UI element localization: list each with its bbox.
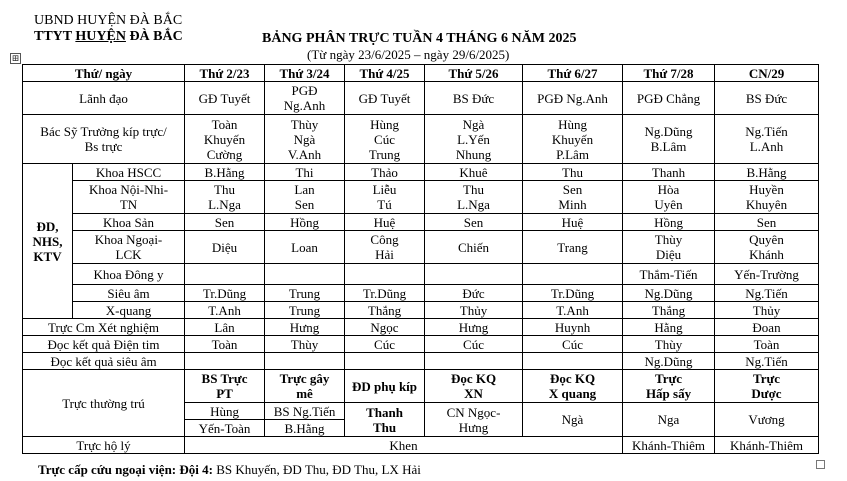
schedule-cell: Đức: [425, 285, 523, 302]
schedule-cell: Hưng: [425, 319, 523, 336]
day-header: CN/29: [715, 65, 819, 82]
schedule-cell: Hùng Cúc Trung: [345, 115, 425, 164]
schedule-cell: Hòa Uyên: [623, 181, 715, 214]
department-label: Khoa Nội-Nhi- TN: [73, 181, 185, 214]
row-label: Trực thường trú: [23, 370, 185, 437]
schedule-cell: T.Anh: [523, 302, 623, 319]
department-row: [23, 302, 819, 319]
schedule-cell: B.Hằng: [715, 164, 819, 181]
schedule-cell: Đoan: [715, 319, 819, 336]
schedule-cell: Trang: [523, 231, 623, 264]
schedule-cell: Cúc: [523, 336, 623, 353]
org-line-2: [34, 29, 183, 45]
schedule-cell: Ng.Dũng: [623, 353, 715, 370]
schedule-cell: Khuê: [425, 164, 523, 181]
day-header: Thứ 2/23: [185, 65, 265, 82]
schedule-cell: Cúc: [345, 336, 425, 353]
schedule-cell: Toàn Khuyến Cường: [185, 115, 265, 164]
row-label: Trực Cm Xét nghiệm: [23, 319, 185, 336]
schedule-cell: Thắng: [345, 302, 425, 319]
schedule-cell: Khánh-Thiêm: [715, 437, 819, 454]
duty-schedule-table: [22, 64, 819, 454]
schedule-cell: Chiến: [425, 231, 523, 264]
schedule-cell: T.Anh: [185, 302, 265, 319]
schedule-cell: Sen: [185, 214, 265, 231]
day-header: Thứ 4/25: [345, 65, 425, 82]
schedule-cell: Yến-Trường: [715, 264, 819, 285]
department-label: Siêu âm: [73, 285, 185, 302]
department-row: [23, 214, 819, 231]
emergency-team-label: Trực cấp cứu ngoại viện: Đội 4:: [38, 462, 213, 477]
page-title: BẢNG PHÂN TRỰC TUẦN 4 THÁNG 6 NĂM 2025: [262, 31, 577, 46]
schedule-cell: Hồng: [623, 214, 715, 231]
date-range-subtitle: (Từ ngày 23/6/2025 – ngày 29/6/2025): [307, 47, 510, 62]
role-header: Trực Dược: [715, 370, 819, 403]
role-header: Đọc KQ XN: [425, 370, 523, 403]
schedule-cell: Thu: [523, 164, 623, 181]
schedule-cell: [185, 264, 265, 285]
schedule-cell: B.Hằng: [185, 164, 265, 181]
schedule-cell: Hồng: [265, 214, 345, 231]
schedule-cell: Ng.Dũng B.Lâm: [623, 115, 715, 164]
schedule-cell: Thảo: [345, 164, 425, 181]
table-resize-handle-icon[interactable]: [816, 460, 825, 469]
schedule-cell: Ngọc: [345, 319, 425, 336]
row-label: Trực hộ lý: [23, 437, 185, 454]
schedule-cell: Toàn: [715, 336, 819, 353]
org-line-2-prefix: TTYT: [34, 29, 76, 44]
emergency-team-note: [38, 462, 421, 478]
schedule-cell: Tr.Dũng: [185, 285, 265, 302]
department-row: [23, 164, 819, 181]
schedule-cell: Ngà: [523, 403, 623, 437]
schedule-cell: Thùy Diệu: [623, 231, 715, 264]
col-header-label: Thứ/ ngày: [23, 65, 185, 82]
schedule-cell: [185, 353, 265, 370]
day-header: Thứ 3/24: [265, 65, 345, 82]
schedule-cell: Cúc: [425, 336, 523, 353]
schedule-cell: Hùng Khuyến P.Lâm: [523, 115, 623, 164]
schedule-cell: Sen: [715, 214, 819, 231]
schedule-cell: Ngà L.Yến Nhung: [425, 115, 523, 164]
department-label: Khoa Sản: [73, 214, 185, 231]
schedule-cell: PGĐ Chẳng: [623, 82, 715, 115]
department-row: [23, 285, 819, 302]
schedule-cell: Liễu Tú: [345, 181, 425, 214]
schedule-cell: Thắm-Tiến: [623, 264, 715, 285]
orderly-row: [23, 437, 819, 454]
table-header-row: [23, 65, 819, 82]
row-label: Đọc kết quả siêu âm: [23, 353, 185, 370]
schedule-cell: Ng.Dũng: [623, 285, 715, 302]
ultrasound-read-row: [23, 353, 819, 370]
schedule-cell: Khen: [185, 437, 623, 454]
schedule-cell: Huyền Khuyên: [715, 181, 819, 214]
row-label: Lãnh đạo: [23, 82, 185, 115]
schedule-cell: Loan: [265, 231, 345, 264]
department-row: [23, 181, 819, 214]
schedule-cell: Ng.Tiến: [715, 285, 819, 302]
schedule-cell: Thùy Ngà V.Anh: [265, 115, 345, 164]
schedule-cell: [265, 353, 345, 370]
schedule-cell: Thùy: [265, 336, 345, 353]
schedule-cell: Sen Minh: [523, 181, 623, 214]
doctors-row: [23, 115, 819, 164]
schedule-cell: PGĐ Ng.Anh: [265, 82, 345, 115]
schedule-cell: Thủy: [715, 302, 819, 319]
schedule-cell: Thùy: [623, 336, 715, 353]
schedule-cell: Khánh-Thiêm: [623, 437, 715, 454]
schedule-cell: Huệ: [345, 214, 425, 231]
schedule-cell: Ng.Tiến L.Anh: [715, 115, 819, 164]
schedule-cell: B.Hằng: [265, 420, 345, 437]
schedule-cell: Diệu: [185, 231, 265, 264]
row-label: Bác Sỹ Trưởng kíp trực/ Bs trực: [23, 115, 185, 164]
schedule-cell: CN Ngọc- Hưng: [425, 403, 523, 437]
schedule-cell: Trung: [265, 302, 345, 319]
ecg-row: [23, 336, 819, 353]
department-row: [23, 264, 819, 285]
schedule-cell: Nga: [623, 403, 715, 437]
day-header: Thứ 5/26: [425, 65, 523, 82]
schedule-cell: Thắng: [623, 302, 715, 319]
schedule-cell: Hằng: [623, 319, 715, 336]
schedule-cell: Tr.Dũng: [523, 285, 623, 302]
department-label: Khoa Ngoại- LCK: [73, 231, 185, 264]
schedule-cell: Vương: [715, 403, 819, 437]
schedule-cell: Hưng: [265, 319, 345, 336]
department-row: [23, 231, 819, 264]
department-label: Khoa Đông y: [73, 264, 185, 285]
schedule-cell: [523, 264, 623, 285]
schedule-cell: Lan Sen: [265, 181, 345, 214]
org-line-2-suffix: ĐÀ BẮC: [125, 29, 183, 44]
day-header: Thứ 7/28: [623, 65, 715, 82]
schedule-cell: GĐ Tuyết: [345, 82, 425, 115]
schedule-cell: Thanh Thu: [345, 403, 425, 437]
role-header: BS Trực PT: [185, 370, 265, 403]
department-label: X-quang: [73, 302, 185, 319]
schedule-cell: Ng.Tiến: [715, 353, 819, 370]
schedule-cell: Tr.Dũng: [345, 285, 425, 302]
row-label: Đọc kết quả Điện tim: [23, 336, 185, 353]
schedule-cell: Trung: [265, 285, 345, 302]
schedule-cell: Sen: [425, 214, 523, 231]
lab-row: [23, 319, 819, 336]
schedule-cell: PGĐ Ng.Anh: [523, 82, 623, 115]
department-label: Khoa HSCC: [73, 164, 185, 181]
schedule-cell: Hùng: [185, 403, 265, 420]
schedule-cell: [265, 264, 345, 285]
nurse-group-label: ĐD, NHS, KTV: [23, 164, 73, 319]
schedule-cell: [345, 353, 425, 370]
leaders-row: [23, 82, 819, 115]
role-header: Đọc KQ X quang: [523, 370, 623, 403]
schedule-cell: BS Đức: [715, 82, 819, 115]
schedule-cell: Thi: [265, 164, 345, 181]
schedule-cell: BS Ng.Tiến: [265, 403, 345, 420]
schedule-cell: Huệ: [523, 214, 623, 231]
emergency-team-members: BS Khuyến, ĐD Thu, ĐD Thu, LX Hải: [212, 462, 421, 477]
schedule-cell: Công Hải: [345, 231, 425, 264]
schedule-cell: [425, 264, 523, 285]
resident-roles-row: [23, 370, 819, 403]
schedule-cell: Yến-Toàn: [185, 420, 265, 437]
schedule-cell: Thu L.Nga: [425, 181, 523, 214]
role-header: ĐD phụ kíp: [345, 370, 425, 403]
schedule-cell: BS Đức: [425, 82, 523, 115]
schedule-cell: [345, 264, 425, 285]
schedule-cell: Thu L.Nga: [185, 181, 265, 214]
role-header: Trực gây mê: [265, 370, 345, 403]
org-line-2-underlined: HUYỆN: [75, 29, 126, 44]
role-header: Trực Hấp sấy: [623, 370, 715, 403]
day-header: Thứ 6/27: [523, 65, 623, 82]
schedule-cell: Toàn: [185, 336, 265, 353]
table-move-handle-icon[interactable]: ⊞: [11, 53, 20, 63]
org-line-1: UBND HUYỆN ĐÀ BẮC: [34, 13, 183, 28]
schedule-cell: Lân: [185, 319, 265, 336]
schedule-cell: [425, 353, 523, 370]
schedule-cell: [523, 353, 623, 370]
schedule-cell: Thanh: [623, 164, 715, 181]
schedule-cell: GĐ Tuyết: [185, 82, 265, 115]
schedule-cell: Thủy: [425, 302, 523, 319]
schedule-cell: Quyên Khánh: [715, 231, 819, 264]
schedule-cell: Huynh: [523, 319, 623, 336]
